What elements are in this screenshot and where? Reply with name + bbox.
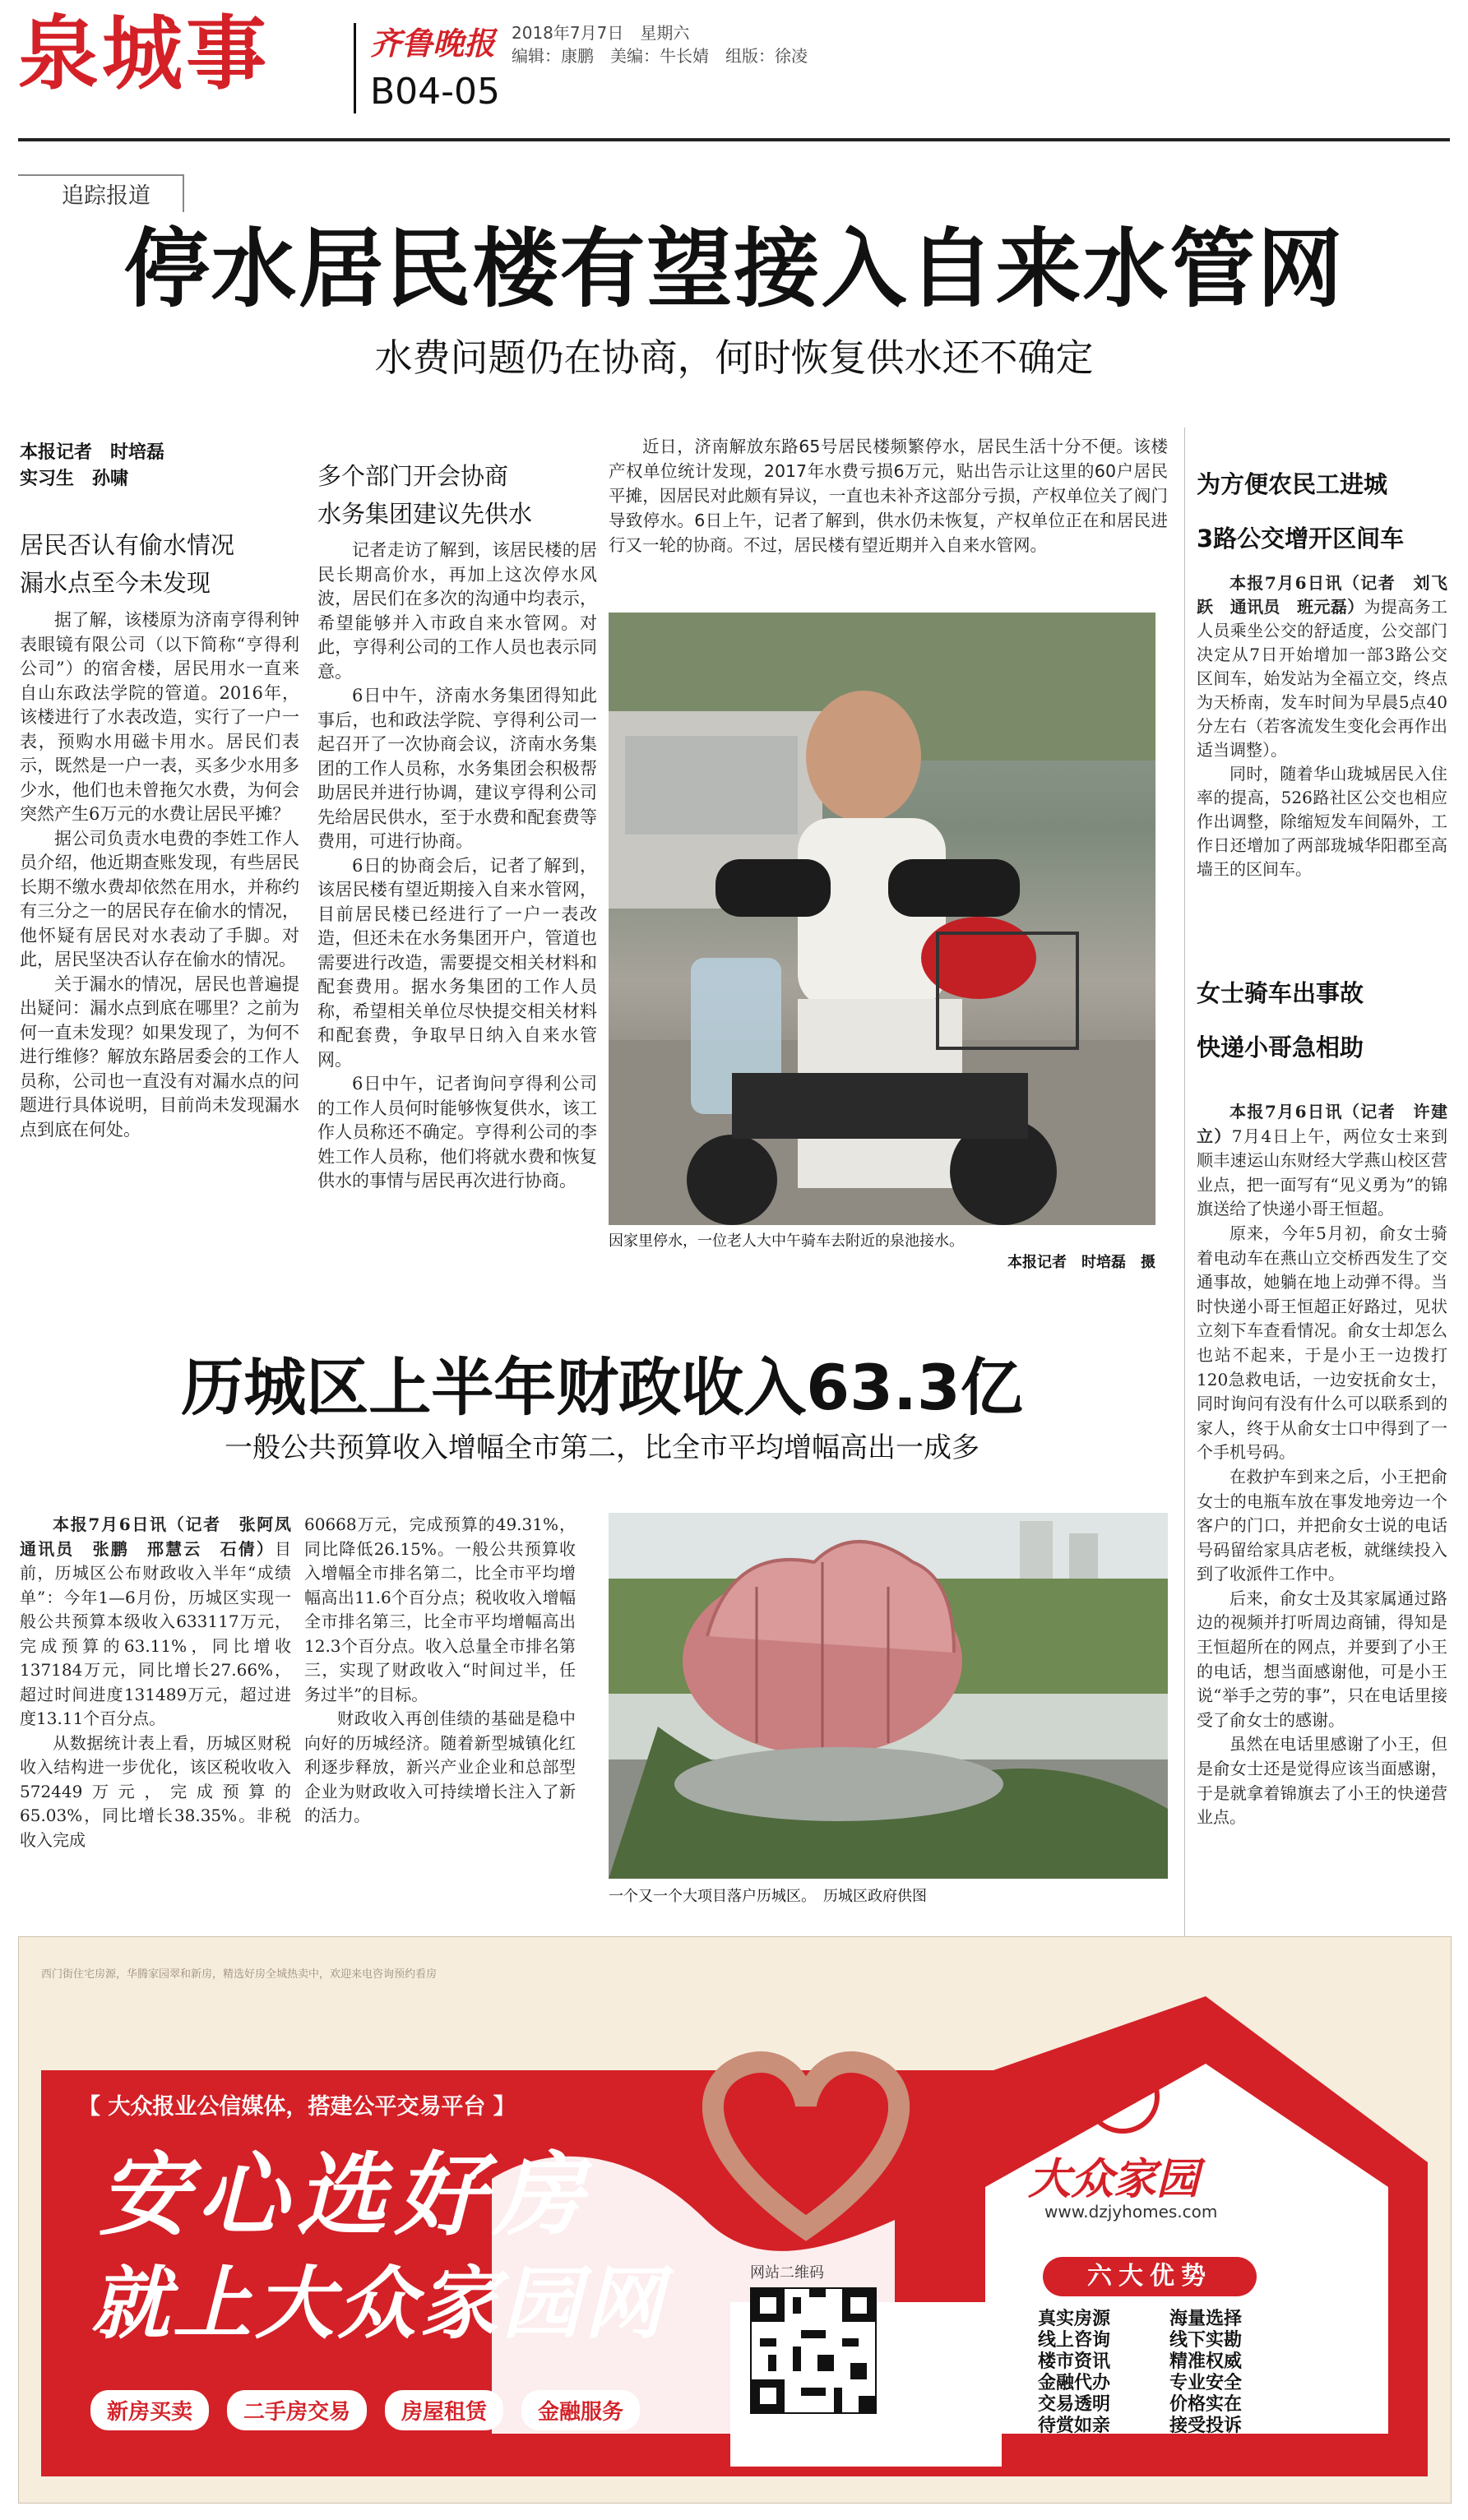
paragraph: 后来，俞女士及其家属通过路边的视频并打听周边商铺，得知是王恒超所在的网点，并要到了小王的电话，想当面感谢他，可是小王说“举手之劳的事”，只在电话里接受了俞女士的感谢。 [1197,1588,1447,1730]
sidebar1-headline: 为方便农民工进城 3路公交增开区间车 [1197,470,1405,553]
paragraph: 6日中午，记者询问亨得利公司的工作人员何时能够恢复供水，该工作人员称还不确定。亨得利公司的李姓工作人员称，他们将就水费和恢复供水的事情与居民再次进行协商。 [317,1074,597,1191]
paragraph [1197,571,1447,762]
section-title: 泉城事 [18,7,271,101]
paragraph: 6日的协商会后，记者了解到，该居民楼有望近期接入自来水管网，目前居民楼已经进行了一户一表改造，但还未在水务集团开户，管道也需要进行改造，需要提交相关材料和配套费用。据水务集团的工作人员称，希望相关单位尽快提交相关材料和配套费，争取早日纳入自来水管网。 [317,855,597,1070]
brand-logo-icon [1086,2060,1160,2134]
paragraph: 同时，随着华山珑城居民入住率的提高，526路社区公交也相应作出调整，除缩短发车间隔外，工作日还增加了两部珑城华阳郡至高墙王的区间车。 [1197,764,1447,879]
advantage-item: 价格实在 [1169,2394,1243,2415]
ad-slogan-2: 就上大众家园网 [90,2257,666,2350]
article2-col1 [20,1513,308,1852]
article1-intro [609,434,1168,557]
subhead-1: 居民否认有偷水情况 漏水点至今未发现 [20,531,235,597]
brand-name: 大众家园 [1028,2154,1200,2204]
ad-top-strip: 西门街住宅房源，华腾家园翠和新房，精选好房全城热卖中，欢迎来电咨询预约看房 [41,1968,438,1981]
page-code: B04-05 [370,71,501,113]
brand-url[interactable]: www.dzjyhomes.com [1044,2202,1218,2222]
photo2-caption: 一个又一个大项目落户历城区。 历城区政府供图 [609,1888,927,1905]
masthead-divider [354,23,356,113]
byline-block [20,440,291,492]
qr-pattern [752,2289,875,2412]
article1-col2 [317,539,597,1194]
intro-paragraph: 近日，济南解放东路65号居民楼频繁停水，居民生活十分不便。该楼产权单位统计发现，2017年水费亏损6万元，贴出告示让这里的60户居民平摊，因居民对此颇有异议，一直也未补齐这部分亏损，产权单位关了阀门导致停水。6日上午，记者了解到，供水仍未恢复，产权单位正在和居民进行又一轮的协商。不过，居民楼有望近期并入自来水管网。 [609,437,1168,555]
paragraph [1197,1100,1447,1222]
paragraph: 虽然在电话里感谢了小王，但是俞女士还是觉得应该当面感谢，于是就拿着锦旗去了小王的快递营业点。 [1197,1734,1447,1828]
sidebar2-headline: 女士骑车出事故 快递小哥急相助 [1197,979,1364,1061]
column-rule [1184,428,1185,1940]
photo-illustration [609,1513,1168,1879]
paragraph: 从数据统计表上看，历城区财税收入结构进一步优化，该区税收收入572449万元，完成预算的65.03%，同比增长38.35%。非税收入完成 [20,1732,291,1850]
advantage-item: 线上咨询 [1038,2330,1111,2351]
dateline: 本报7月6日讯（记者 张阿凤 通讯员 张鹏 邢慧云 石倩） [20,1514,308,1559]
advantage-item: 待赏如亲 [1038,2416,1111,2436]
byline-intern: 实习生 孙啸 [20,469,129,489]
advantage-item: 线下实勘 [1169,2330,1243,2351]
photo-illustration [609,613,1155,1225]
paragraph: 6日中午，济南水务集团得知此事后，也和政法学院、亨得利公司一起召开了一次协商会议，济南水务集团的工作人员称，水务集团会积极帮助居民并进行协调，建议亨得利公司先给居民供水，至于水费和配套费等费用，可进行协商。 [317,686,597,851]
photo-elderly-man-on-scooter [609,613,1155,1225]
advantage-item: 海量选择 [1169,2309,1243,2329]
paragraph [20,1513,308,1732]
photo-lotus-building [609,1513,1168,1879]
advantage-item: 交易透明 [1038,2394,1111,2415]
ad-slogan-1: 安心选好房 [99,2142,592,2248]
sidebar1-body [1197,571,1447,881]
article2-col2 [304,1513,576,1829]
advantages-title: 六大优势 [1043,2257,1257,2296]
sidebar2-first-text: 7月4日上午，两位女士来到顺丰速运山东财经大学燕山校区营业点，把一面写有“见义勇为”的锦旗送给了快递小哥王恒超。 [1197,1126,1448,1219]
staff-line: 编辑：康鹏 美编：牛长婧 组版：徐凌 [512,46,808,66]
article2-subheadline: 一般公共预算收入增幅全市第二，比全市平均增幅高出一成多 [225,1431,979,1464]
button-rental[interactable]: 房屋租赁 [385,2390,503,2430]
headline-main: 停水居民楼有望接入自来水管网 [123,219,1345,319]
ad-service-buttons [90,2390,683,2430]
button-new-house[interactable]: 新房买卖 [90,2390,209,2430]
paragraph: 据了解，该楼原为济南亨得利钟表眼镜有限公司（以下简称“亨得利公司”）的宿舍楼，居民用水一直来自山东政法学院的管道。2016年，该楼进行了水表改造，实行了一户一表，预购水用磁卡用水。居民们表示，既然是一户一表，买多少水用多少水，他们也未曾拖欠水费，为何会突然产生6万元的水费让居民平摊？ [20,610,299,824]
advantage-item: 精准权威 [1169,2351,1243,2372]
byline-reporter: 本报记者 时培磊 [20,442,165,463]
masthead [0,0,1468,123]
paragraph: 据公司负责水电费的李姓工作人员介绍，他近期查账发现，有些居民长期不缴水费却依然在用水，并称约有三分之一的居民存在偷水的情况，他怀疑有居民对水表动了手脚。对此，居民坚决否认存在偷水的情况。 [20,828,299,969]
button-second-hand[interactable]: 二手房交易 [227,2390,367,2430]
paragraph: 原来，今年5月初，俞女士骑着电动车在燕山立交桥西发生了交通事故，她躺在地上动弹不得。当时快递小哥王恒超正好路过，见状立刻下车查看情况。俞女士却怎么也站不起来，于是小王一边拨打120急救电话，一边安抚俞女士，同时询问有没有什么可以联系到的家人，终于从俞女士口中得到了一个手机号码。 [1197,1223,1447,1463]
qr-label: 网站二维码 [750,2264,824,2282]
paragraph: 60668万元，完成预算的49.31%，同比降低26.15%。一般公共预算收入增幅全市排名第二，比全市平均增幅高出11.6个百分点；税收收入增幅全市排名第三，比全市平均增幅高出12.3个百分点。收入总量全市排名第三，实现了财政收入“时间过半，任务过半”的目标。 [304,1514,576,1704]
advantage-item: 楼市资讯 [1038,2351,1111,2372]
paragraph: 关于漏水的情况，居民也普遍提出疑问：漏水点到底在哪里？之前为何一直未发现？如果发现了，为何不进行维修？解放东路居委会的工作人员称，公司也一直没有对漏水点的问题进行具体说明，目前尚未发现漏水点到底在何处。 [20,973,299,1140]
paragraph: 记者走访了解到，该居民楼的居民长期高价水，再加上这次停水风波，居民们在多次的沟通中均表示，希望能够并入市政自来水管网。对此，亨得利公司的工作人员也表示同意。 [317,540,597,682]
heart-hands-graphic [683,2031,929,2245]
button-finance[interactable]: 金融服务 [521,2390,640,2430]
sidebar2-body [1197,1100,1447,1830]
advantage-item: 真实房源 [1038,2309,1111,2329]
photo1-caption: 因家里停水，一位老人大中午骑车去附近的泉池接水。 [609,1232,964,1250]
article2-headline: 历城区上半年财政收入63.3亿 [181,1351,1023,1424]
date-line: 2018年7月7日 星期六 [512,23,690,43]
kicker: 追踪报道 [62,183,151,209]
subheadline-main: 水费问题仍在协商，何时恢复供水还不确定 [374,335,1094,380]
advantages-grid [1038,2309,1285,2437]
advantage-item: 专业安全 [1169,2373,1243,2393]
paragraph: 财政收入再创佳绩的基础是稳中向好的历城经济。随着新型城镇化红利逐步释放，新兴产业企业和总部型企业为财政收入可持续增长注入了新的活力。 [304,1709,576,1825]
article1-col1 [20,608,299,1142]
advantage-item: 金融代办 [1038,2373,1111,2393]
sidebar1-first-text: 为提高务工人员乘坐公交的舒适度，公交部门决定从7日开始增加一部3路公交区间车，始发站为全福立交，终点为天桥南，发车时间为早晨5点40分左右（若客流发生变化会再作出适当调整）。 [1197,597,1448,760]
ad-tagline: 【 大众报业公信媒体，搭建公平交易平台 】 [78,2094,516,2120]
article2-first-text: 目前，历城区公布财政收入半年“成绩单”：今年1—6月份，历城区实现一般公共预算本级收入633117万元，完成预算的63.11%，同比增收137184万元，同比增长27.66%，超过时间进度131489万元，超过进度13.11个百分点。 [20,1538,291,1728]
paper-name: 齐鲁晚报 [370,25,496,62]
dateline: 本报7月6日讯（记者 许建立） [1197,1102,1447,1146]
masthead-rule [18,138,1450,141]
photo1-credit: 本报记者 时培磊 摄 [1007,1254,1155,1271]
qr-code-icon[interactable] [750,2287,877,2414]
paragraph: 在救护车到来之后，小王把俞女士的电瓶车放在事发地旁边一个客户的门口，并把俞女士说的电话号码留给家具店老板，就继续投入到了收派件工作中。 [1197,1466,1447,1584]
advantage-item: 接受投诉 [1169,2416,1243,2436]
dateline: 本报7月6日讯（记者 刘飞跃 通讯员 班元磊） [1197,573,1447,617]
subhead-2: 多个部门开会协商 水务集团建议先供水 [317,462,533,528]
